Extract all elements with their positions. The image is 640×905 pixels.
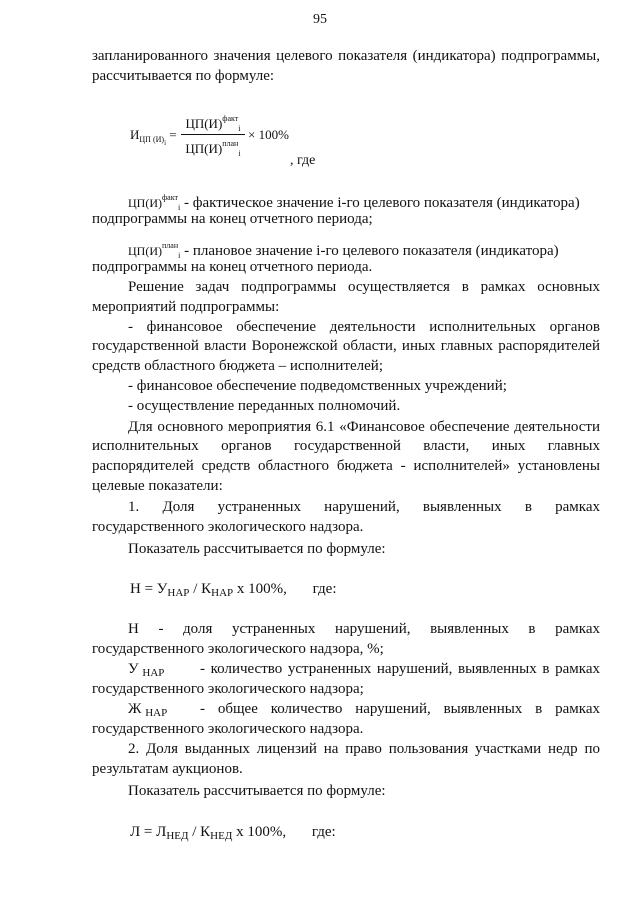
- definition-sup: факт: [162, 193, 179, 202]
- formula-sub: НАР: [211, 587, 234, 599]
- formula-multiplier: × 100%: [248, 127, 289, 142]
- definition-text: - фактическое значение i-го целевого показателя (индикатора): [184, 195, 580, 211]
- text-line: Н - доля устраненных нарушений, выявленных в рамках: [128, 621, 600, 637]
- text-line: государственного экологического надзора.: [92, 721, 364, 737]
- formula-denominator-sub: i: [238, 149, 241, 158]
- formula-part: Л = Л: [130, 824, 167, 840]
- text-line: государственного экологического надзора.: [92, 519, 364, 535]
- text-line: целевые показатели:: [92, 478, 223, 494]
- formula-part: Н = У: [130, 581, 168, 597]
- formula-sub: НЕД: [166, 830, 189, 842]
- definition-sub: i: [178, 203, 181, 212]
- text-line: Для основного мероприятия 6.1 «Финансовое обеспечение деятельности: [128, 419, 600, 435]
- definition-sub: i: [178, 251, 181, 260]
- bullet-line: - финансовое обеспечение деятельности исполнительных органов: [128, 319, 600, 335]
- formula-denominator-sup: план: [222, 139, 239, 148]
- text-line: запланированного значения целевого показателя (индикатора) подпрограммы,: [92, 48, 600, 64]
- text-line: Показатель рассчитывается по формуле:: [128, 783, 386, 799]
- formula-where: , где: [290, 153, 316, 168]
- definition-text: - плановое значение i-го целевого показателя (индикатора): [184, 243, 559, 259]
- text-line: государственного экологического надзора;: [92, 681, 364, 697]
- definition-symbol: У: [128, 661, 139, 677]
- formula-lhs-sub: ЦП (И): [139, 135, 165, 144]
- definition-symbol: ЦП(И): [128, 244, 162, 258]
- formula-part: / К: [189, 581, 212, 597]
- text-line: государственной власти Воронежской области, иных главных распорядителей: [92, 338, 600, 354]
- text-line: подпрограммы на конец отчетного периода.: [92, 259, 373, 275]
- formula-numerator-sup: факт: [222, 114, 239, 123]
- list-item: 1. Доля устраненных нарушений, выявленных в рамках: [128, 499, 600, 515]
- formula-numerator-sub: i: [238, 124, 241, 133]
- list-item: 2. Доля выданных лицензий на право пользования участками недр по: [128, 741, 600, 757]
- bullet-line: - финансовое обеспечение подведомственных учреждений;: [128, 378, 507, 394]
- formula-where: где:: [312, 581, 337, 597]
- formula-lhs: И: [130, 127, 140, 142]
- definition-symbol: Ж: [128, 701, 142, 717]
- fraction-line: [181, 134, 245, 135]
- text-line: рассчитывается по формуле:: [92, 68, 275, 84]
- definition-sup: план: [162, 241, 179, 250]
- formula-where: где:: [311, 824, 336, 840]
- text-line: средств областного бюджета – исполнителей;: [92, 358, 383, 374]
- text-line: подпрограммы на конец отчетного периода;: [92, 211, 373, 227]
- text-line: распорядителей средств областного бюджета - исполнителей» установлены: [92, 458, 600, 474]
- text-line: государственного экологического надзора, %;: [92, 641, 384, 657]
- formula-eq: =: [169, 127, 177, 142]
- formula-licenses: [130, 823, 430, 846]
- text-line: Решение задач подпрограммы осуществляется в рамках основных: [128, 279, 600, 295]
- formula-part: х 100%,: [232, 824, 287, 840]
- bullet-line: - осуществление переданных полномочий.: [128, 398, 401, 414]
- formula-lhs-sub-i: i: [164, 139, 167, 147]
- definition-text: - общее количество нарушений, выявленных в рамках: [200, 701, 600, 717]
- formula-numerator: ЦП(И): [185, 116, 223, 131]
- definition-symbol: ЦП(И): [128, 196, 162, 210]
- definition-text: - количество устраненных нарушений, выявленных в рамках: [200, 661, 600, 677]
- definition-sub: НАР: [145, 707, 168, 719]
- page-number: 95: [313, 12, 327, 27]
- formula-violations: [130, 580, 430, 603]
- text-line: результатам аукционов.: [92, 761, 243, 777]
- formula-sub: НАР: [167, 587, 190, 599]
- formula-denominator: ЦП(И): [185, 141, 223, 156]
- definition-sub: НАР: [142, 667, 165, 679]
- formula-sub: НЕД: [210, 830, 233, 842]
- formula-part: х 100%,: [233, 581, 287, 597]
- formula-part: / К: [188, 824, 211, 840]
- text-line: Показатель рассчитывается по формуле:: [128, 541, 386, 557]
- text-line: мероприятий подпрограммы:: [92, 299, 280, 315]
- text-line: исполнительных органов государственной власти, иных главных: [92, 438, 600, 454]
